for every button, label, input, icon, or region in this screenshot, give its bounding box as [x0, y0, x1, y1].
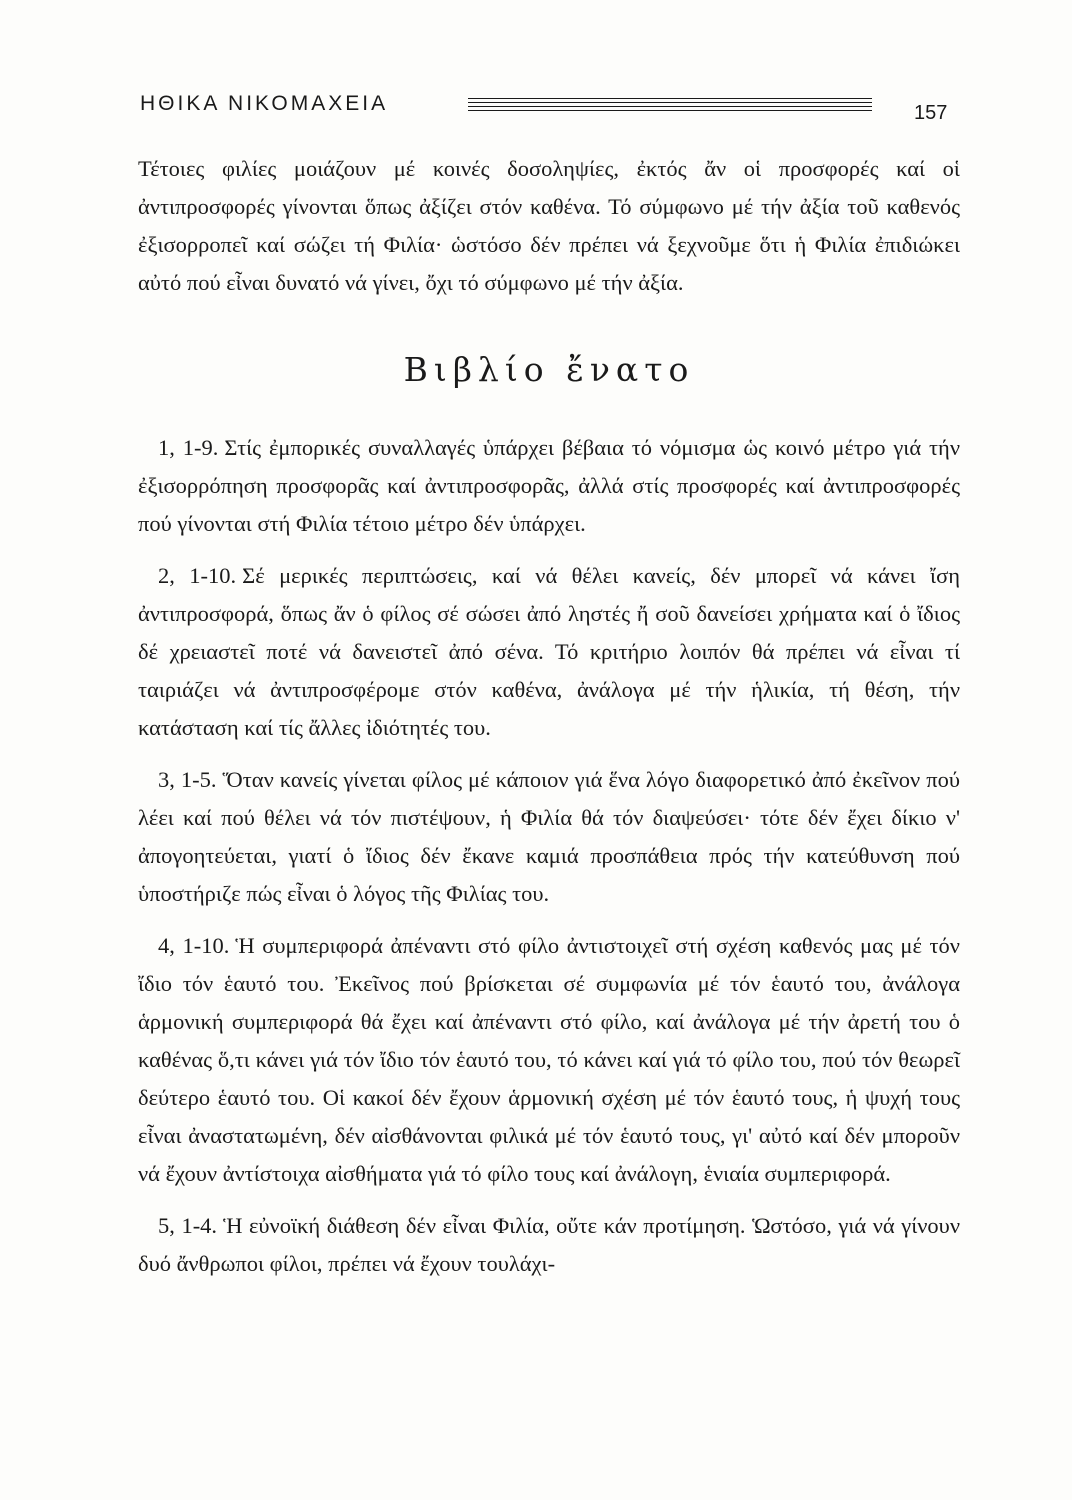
- entry-reference: 5, 1-4.: [158, 1213, 218, 1238]
- entry-reference: 4, 1-10.: [158, 933, 230, 958]
- running-head: [140, 92, 960, 122]
- entry-paragraph: [138, 761, 960, 913]
- entry-reference: 3, 1-5.: [158, 767, 217, 792]
- header-rule: [468, 98, 872, 118]
- entry-text: Ἡ εὐνοϊκή διάθεση δέν εἶναι Φιλία, οὔτε κάν προτίμηση. Ὡστόσο, γιά νά γίνουν δυό ἄνθρωποι φίλοι, πρέπει νά ἔχουν τουλάχι-: [138, 1213, 960, 1276]
- entry-paragraph: [138, 927, 960, 1193]
- entry-paragraph: [138, 429, 960, 543]
- page-number: 157: [914, 102, 948, 124]
- entry-reference: 2, 1-10.: [158, 563, 237, 588]
- entry-paragraph: [138, 1207, 960, 1283]
- text-block: [138, 150, 960, 1283]
- book-title: ΗΘΙΚΑ ΝΙΚΟΜΑΧΕΙΑ: [140, 92, 389, 115]
- entry-paragraph: [138, 557, 960, 747]
- intro-paragraph: Τέτοιες φιλίες μοιάζουν μέ κοινές δοσοληψίες, ἐκτός ἄν οἱ προσφορές καί οἱ ἀντιπροσφορές γίνονται ὅπως ἀξίζει στόν καθένα. Τό σύμφωνο μέ τήν ἀξία τοῦ καθενός ἐξισορροπεῖ καί σώζει τή Φιλία· ὡστόσο δέν πρέπει νά ξεχνοῦμε ὅτι ἡ Φιλία ἐπιδιώκει αὐτό πού εἶναι δυνατό νά γίνει, ὄχι τό σύμφωνο μέ τήν ἀξία.: [138, 156, 960, 295]
- chapter-title: Βιβλίο ἔνατο: [403, 350, 695, 389]
- entry-reference: 1, 1-9.: [158, 435, 219, 460]
- entry-text: Στίς ἐμπορικές συναλλαγές ὑπάρχει βέβαια τό νόμισμα ὡς κοινό μέτρο γιά τήν ἐξισορρόπηση προσφορᾶς καί ἀντιπροσφορᾶς, ἀλλά στίς προσφορές καί ἀντιπροσφορές πού γίνονται στή Φιλία τέτοιο μέτρο δέν ὑπάρχει.: [138, 435, 960, 536]
- entry-text: Σέ μερικές περιπτώσεις, καί νά θέλει κανείς, δέν μπορεῖ νά κάνει ἴση ἀντιπροσφορά, ὅπως ἄν ὁ φίλος σέ σώσει ἀπό ληστές ἤ σοῦ δανείσει χρήματα καί ὁ ἴδιος δέ χρειαστεῖ ποτέ νά δανειστεῖ ἀπό σένα. Τό κριτήριο λοιπόν θά πρέπει νά εἶναι τί ταιριάζει νά ἀντιπροσφέρομε στόν καθένα, ἀνάλογα μέ τήν ἡλικία, τή θέση, τήν κατάσταση καί τίς ἄλλες ἰδιότητές του.: [138, 563, 960, 740]
- entry-text: Ὅταν κανείς γίνεται φίλος μέ κάποιον γιά ἕνα λόγο διαφορετικό ἀπό ἐκεῖνον πού λέει καί πού θέλει νά τόν πιστέψουν, ἡ Φιλία θά τόν διαψεύσει· τότε δέν ἔχει δίκιο ν' ἀπογοητεύεται, γιατί ὁ ἴδιος δέν ἔκανε καμιά προσπάθεια πρός τήν κατεύθυνση πού ὑποστήριζε πώς εἶναι ὁ λόγος τῆς Φιλίας του.: [138, 767, 960, 906]
- entry-text: Ἡ συμπεριφορά ἀπέναντι στό φίλο ἀντιστοιχεῖ στή σχέση καθενός μας μέ τόν ἴδιο τόν ἑαυτό του. Ἐκεῖνος πού βρίσκεται σέ συμφωνία μέ τόν ἑαυτό του, ἀνάλογα ἁρμονική συμπεριφορά θά ἔχει καί ἀπέναντι στό φίλο, καί ἀνάλογα μέ τήν ἀρετή του ὁ καθένας ὅ,τι κάνει γιά τόν ἴδιο τόν ἑαυτό του, τό κάνει καί γιά τό φίλο του, πού τόν θεωρεῖ δεύτερο ἑαυτό του. Οἱ κακοί δέν ἔχουν ἁρμονική σχέση μέ τόν ἑαυτό τους, ἡ ψυχή τους εἶναι ἀναστατωμένη, δέν αἰσθάνονται φιλικά μέ τόν ἑαυτό τους, γι' αὐτό καί δέν μποροῦν νά ἔχουν ἀντίστοιχα αἰσθήματα γιά τό φίλο τους καί ἀνάλογη, ἑνιαία συμπεριφορά.: [138, 933, 960, 1186]
